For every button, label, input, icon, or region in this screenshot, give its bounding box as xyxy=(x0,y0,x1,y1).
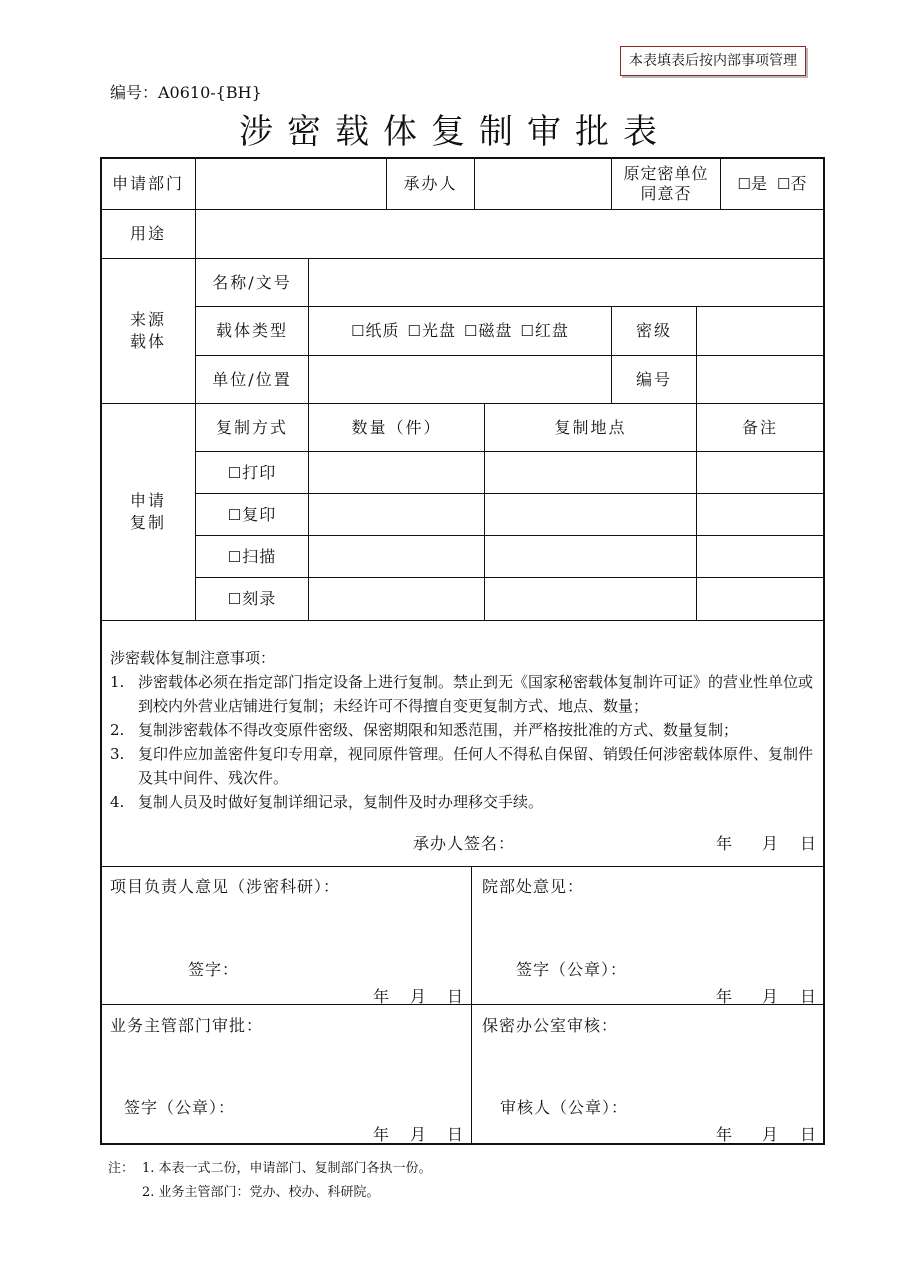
copy-place-header: 复制地点 xyxy=(554,417,627,437)
note-item xyxy=(110,670,816,718)
handler-label: 承办人 xyxy=(403,173,458,193)
note-text: 复印件应加盖密件复印专用章，视同原件管理。任何人不得私自保留、销毁任何涉密载体原件、复制件及其中间件、残次件。 xyxy=(138,745,814,787)
optical-disc-checkbox[interactable]: ☐ xyxy=(407,322,422,340)
note-text: 复制涉密载体不得改变原件密级、保密期限和知悉范围，并严格按批准的方式、数量复制； xyxy=(138,721,739,739)
name-docno-field[interactable] xyxy=(309,259,823,306)
method-scan-label: 扫描 xyxy=(242,546,277,566)
handler-date-month: 月 xyxy=(762,834,780,853)
yes-option-label: 是 xyxy=(750,173,767,193)
method-burn xyxy=(196,578,308,620)
business-dept-sign-label: 签字（公章）： xyxy=(124,1098,236,1117)
note-item xyxy=(110,790,816,814)
photocopy-checkbox[interactable]: ☐ xyxy=(227,505,243,524)
reviewer-sign-label: 审核人（公章）： xyxy=(500,1098,629,1117)
note-item xyxy=(110,742,816,790)
project-leader-sign-label: 签字： xyxy=(188,960,240,979)
type-option-magnetic: 磁盘 xyxy=(478,321,513,340)
project-leader-opinion-label: 项目负责人意见（涉密科研）： xyxy=(110,877,341,896)
college-dept-opinion-label: 院部处意见： xyxy=(482,877,585,896)
business-dept-approval-label: 业务主管部门审批： xyxy=(110,1016,264,1035)
method-print xyxy=(196,452,308,493)
handler-date-year: 年 xyxy=(716,834,734,853)
yes-checkbox[interactable]: ☐ xyxy=(737,174,751,193)
internal-management-stamp: 本表填表后按内部事项管理 xyxy=(620,46,806,76)
college-dept-sign-label: 签字（公章）： xyxy=(516,960,628,979)
red-disk-checkbox[interactable]: ☐ xyxy=(520,322,535,340)
footnote-line1: 1. 本表一式二份，申请部门、复制部门各执一份。 xyxy=(142,1161,432,1176)
print-checkbox[interactable]: ☐ xyxy=(227,463,243,482)
college-dept-date-year: 年 xyxy=(716,987,734,1006)
footnote-line2: 2. 业务主管部门：党办、校办、科研院。 xyxy=(142,1185,380,1200)
source-carrier-label xyxy=(101,259,195,403)
reviewer-date-year: 年 xyxy=(716,1125,734,1144)
note-number: 3. xyxy=(110,745,125,763)
document-number: 编号：A0610-{BH} xyxy=(110,83,262,102)
method-print-label: 打印 xyxy=(242,462,277,482)
apply-dept-field[interactable] xyxy=(196,158,386,209)
copy-notes xyxy=(110,646,816,814)
name-docno-label: 名称/文号 xyxy=(212,272,292,292)
footnote-prefix: 注： xyxy=(108,1161,135,1176)
serial-number-label: 编号 xyxy=(635,369,672,389)
type-option-red: 红盘 xyxy=(534,321,569,340)
note-text: 涉密载体必须在指定部门指定设备上进行复制。禁止到无《国家秘密载体复制许可证》的营业性单位或到校内外营业店铺进行复制；未经许可不得擅自变更复制方式、地点、数量； xyxy=(138,673,814,715)
rule xyxy=(101,620,824,621)
carrier-type-options xyxy=(309,307,611,355)
consent-options xyxy=(721,158,823,209)
handler-date-day: 日 xyxy=(800,834,818,853)
note-item xyxy=(110,718,816,742)
handler-field[interactable] xyxy=(475,158,611,209)
type-option-optical: 光盘 xyxy=(421,321,456,340)
consent-label xyxy=(612,158,720,209)
method-burn-label: 刻录 xyxy=(242,589,277,608)
rule xyxy=(471,866,472,1144)
apply-label-line1: 申请 xyxy=(129,491,166,510)
method-photocopy xyxy=(196,494,308,535)
business-dept-date-year: 年 xyxy=(373,1125,391,1144)
reviewer-date-day: 日 xyxy=(800,1125,818,1144)
college-dept-date-month: 月 xyxy=(762,987,780,1006)
rule xyxy=(101,866,824,867)
method-photocopy-label: 复印 xyxy=(242,504,277,524)
no-checkbox[interactable]: ☐ xyxy=(777,174,791,193)
burn-checkbox[interactable]: ☐ xyxy=(227,590,243,608)
purpose-label: 用途 xyxy=(129,224,166,243)
carrier-type-label: 载体类型 xyxy=(215,321,288,340)
project-leader-date-day: 日 xyxy=(447,987,465,1006)
note-text: 复制人员及时做好复制详细记录，复制件及时办理移交手续。 xyxy=(138,793,544,811)
project-leader-date-year: 年 xyxy=(373,987,391,1006)
unit-location-field[interactable] xyxy=(309,356,611,403)
consent-label-line1: 原定密单位 xyxy=(623,163,709,183)
source-label-line2: 载体 xyxy=(129,332,166,351)
copy-method-header: 复制方式 xyxy=(215,417,288,437)
method-scan xyxy=(196,536,308,577)
paper-checkbox[interactable]: ☐ xyxy=(351,322,366,340)
note-number: 2. xyxy=(110,721,125,739)
secrecy-office-review-label: 保密办公室审核： xyxy=(482,1016,619,1035)
secret-level-label: 密级 xyxy=(635,321,672,340)
unit-location-label: 单位/位置 xyxy=(212,369,292,389)
quantity-header: 数量（件） xyxy=(351,417,442,437)
note-number: 4. xyxy=(110,793,125,811)
apply-label-line2: 复制 xyxy=(129,513,166,532)
project-leader-date-month: 月 xyxy=(410,987,428,1006)
serial-number-field[interactable] xyxy=(697,356,823,403)
handler-signature-label: 承办人签名： xyxy=(413,834,516,853)
notes-heading: 涉密载体复制注意事项： xyxy=(110,649,276,667)
no-option-label: 否 xyxy=(790,173,807,193)
remark-header: 备注 xyxy=(741,417,778,437)
page-title: 涉密载体复制审批表 xyxy=(239,112,671,152)
scan-checkbox[interactable]: ☐ xyxy=(227,547,243,566)
magnetic-disk-checkbox[interactable]: ☐ xyxy=(464,322,479,340)
reviewer-date-month: 月 xyxy=(762,1125,780,1144)
note-number: 1. xyxy=(110,673,125,691)
business-dept-date-month: 月 xyxy=(410,1125,428,1144)
purpose-field[interactable] xyxy=(196,210,823,258)
type-option-paper: 纸质 xyxy=(365,321,400,340)
apply-copy-label xyxy=(101,404,195,620)
consent-label-line2: 同意否 xyxy=(640,183,692,203)
secret-level-field[interactable] xyxy=(697,307,823,355)
business-dept-date-day: 日 xyxy=(447,1125,465,1144)
source-label-line1: 来源 xyxy=(129,310,166,329)
apply-dept-label: 申请部门 xyxy=(111,173,184,193)
college-dept-date-day: 日 xyxy=(800,987,818,1006)
